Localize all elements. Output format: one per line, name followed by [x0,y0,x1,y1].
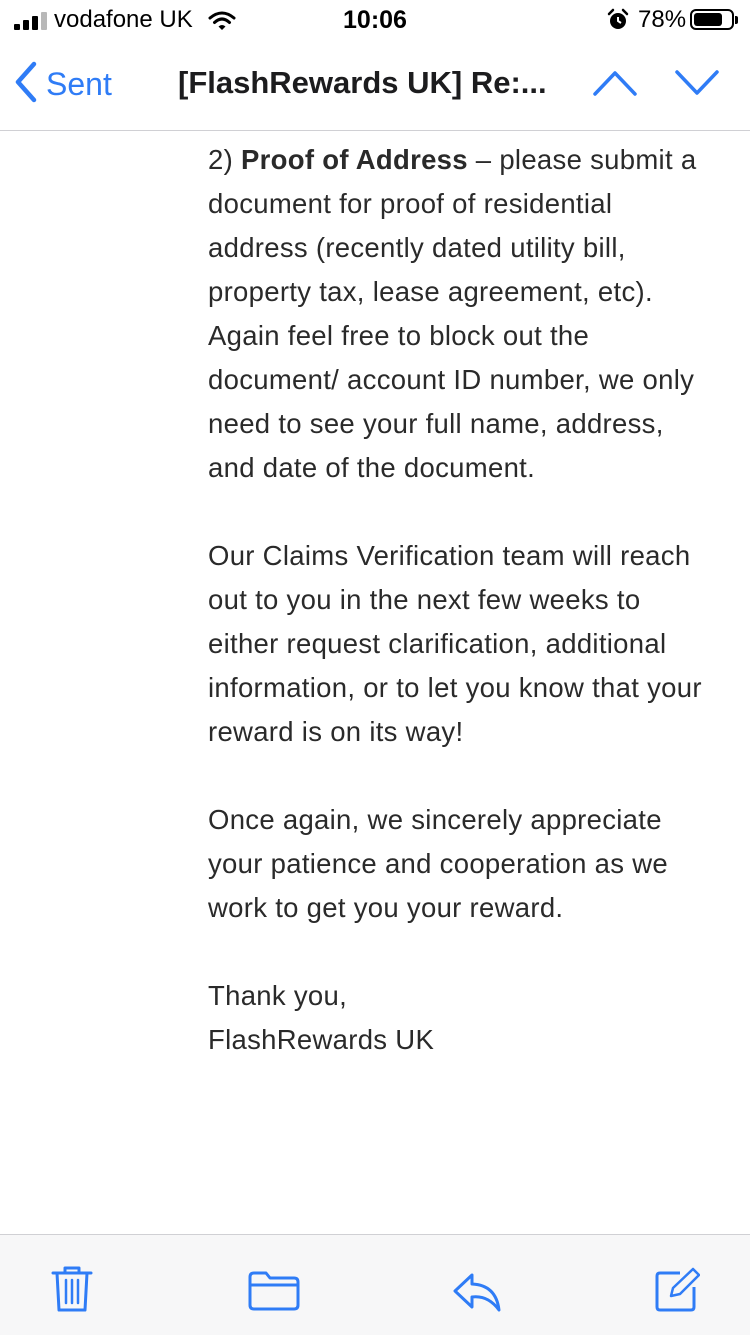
chevron-up-icon [592,68,638,98]
item-body: – please submit a document for proof of residential address (recently dated utility bill, property tax, lease agreement, etc). Again feel free to block out the document/ account ID number, we only need to see your full name, address, and date of the document. [208,144,697,483]
next-message-button[interactable] [674,68,720,103]
chevron-left-icon [14,61,38,108]
previous-message-button[interactable] [592,68,638,103]
thanks-paragraph: Once again, we sincerely appreciate your patience and cooperation as we work to get you your reward. [208,804,668,923]
signoff: Thank you, [208,980,348,1011]
chevron-down-icon [674,68,720,98]
status-bar [0,0,750,40]
clock-time: 10:06 [343,6,407,34]
proof-of-address-item [208,138,708,490]
email-body [208,138,708,1062]
alarm-icon [606,8,630,39]
folder-icon [248,1271,300,1311]
compose-icon [654,1267,700,1313]
trash-icon [50,1265,94,1313]
navigation-bar [0,40,750,131]
reply-icon [452,1271,502,1313]
email-subject-title: [FlashRewards UK] Re:... [178,65,547,100]
carrier-name: vodafone UK [54,6,193,33]
claims-paragraph: Our Claims Verification team will reach out to you in the next few weeks to either request clarification, additional information, or to let you know that your reward is on its way! [208,540,702,747]
move-to-folder-button[interactable] [248,1271,300,1316]
reply-button[interactable] [452,1271,502,1318]
compose-button[interactable] [654,1267,700,1318]
back-button[interactable] [14,62,112,106]
signature: FlashRewards UK [208,1024,435,1055]
back-label: Sent [46,65,112,102]
battery-icon [690,9,734,30]
trash-button[interactable] [50,1265,94,1318]
battery-percent: 78% [638,6,687,33]
bottom-toolbar [0,1234,750,1335]
item-heading: Proof of Address [241,144,468,175]
item-number: 2) [208,144,241,175]
